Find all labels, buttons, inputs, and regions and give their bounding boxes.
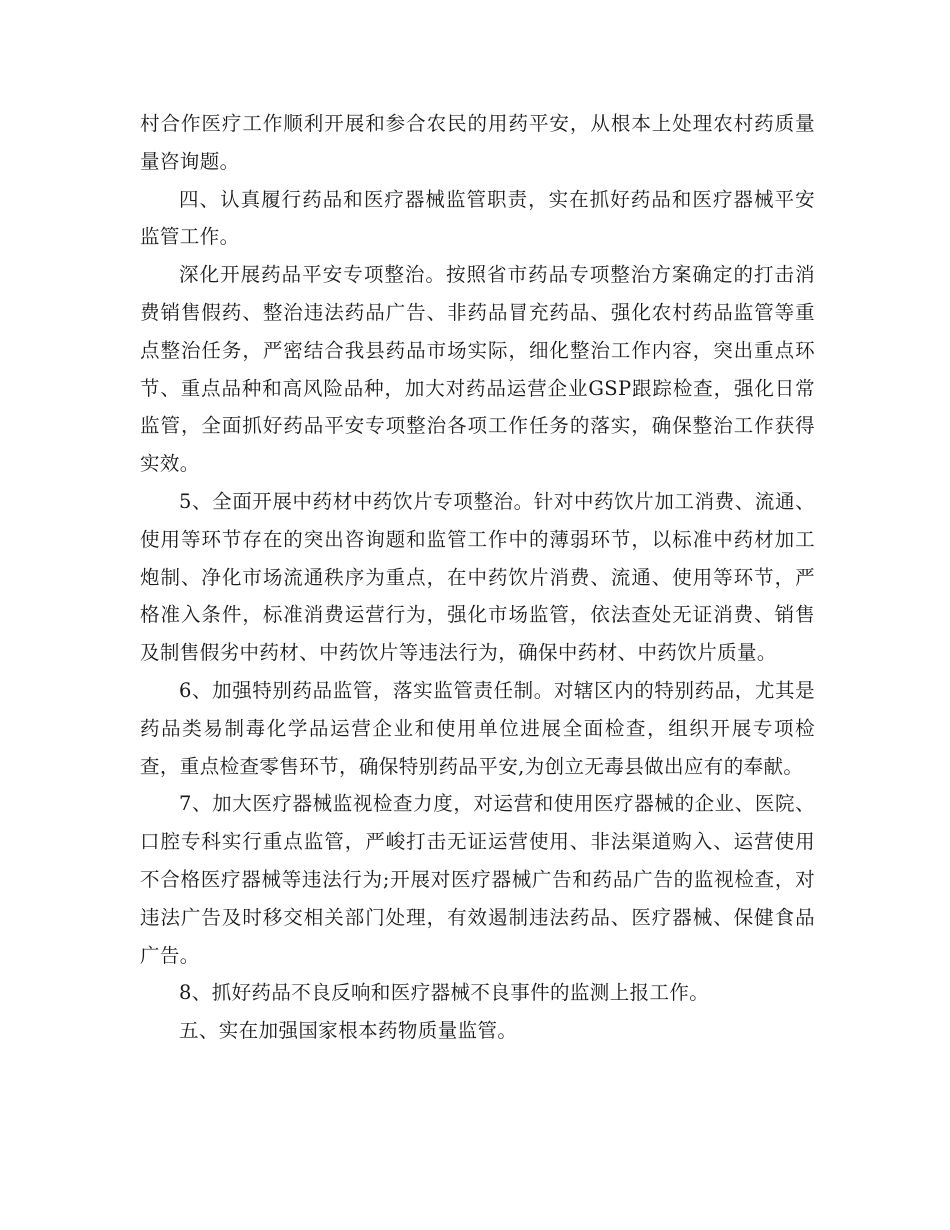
section-heading-four: 四、认真履行药品和医疗器械监管职责，实在抓好药品和医疗器械平安监管工作。 — [140, 187, 815, 249]
section-heading-five: 五、实在加强国家根本药物质量监管。 — [179, 1019, 518, 1043]
document-body — [140, 105, 815, 1050]
paragraph: 村合作医疗工作顺利开展和参合农民的用药平安，从根本上处理农村药质量量咨询题。 — [140, 112, 815, 173]
paragraph: 深化开展药品平安专项整治。按照省市药品专项整治方案确定的打击消费销售假药、整治违法药品广告、非药品冒充药品、强化农村药品监管等重点整治任务，严密结合我县药品市场实际，细化整治工作内容，突出重点环节、重点品种和高风险品种，加大对药品运营企业GSP跟踪检查，强化日常监管，全面抓好药品平安专项整治各项工作任务的落实，确保整治工作获得实效。 — [140, 263, 815, 476]
list-item: 7、加大医疗器械监视检查力度，对运营和使用医疗器械的企业、医院、口腔专科实行重点监管，严峻打击无证运营使用、非法渠道购入、运营使用不合格医疗器械等违法行为;开展对医疗器械广告和药品广告的监视检查，对违法广告及时移交相关部门处理，有效遏制违法药品、医疗器械、保健食品广告。 — [140, 792, 815, 967]
list-item: 8、抓好药品不良反响和医疗器械不良事件的监测上报工作。 — [179, 981, 710, 1005]
list-item: 6、加强特别药品监管，落实监管责任制。对辖区内的特别药品，尤其是药品类易制毒化学品运营企业和使用单位进展全面检查，组织开展专项检查，重点检查零售环节，确保特别药品平安,为创立无毒县做出应有的奉献。 — [140, 678, 815, 778]
list-item: 5、全面开展中药材中药饮片专项整治。针对中药饮片加工消费、流通、使用等环节存在的突出咨询题和监管工作中的薄弱环节，以标准中药材加工炮制、净化市场流通秩序为重点，在中药饮片消费、流通、使用等环节，严格准入条件，标准消费运营行为，强化市场监管，依法查处无证消费、销售及制售假劣中药材、中药饮片等违法行为，确保中药材、中药饮片质量。 — [140, 489, 815, 665]
